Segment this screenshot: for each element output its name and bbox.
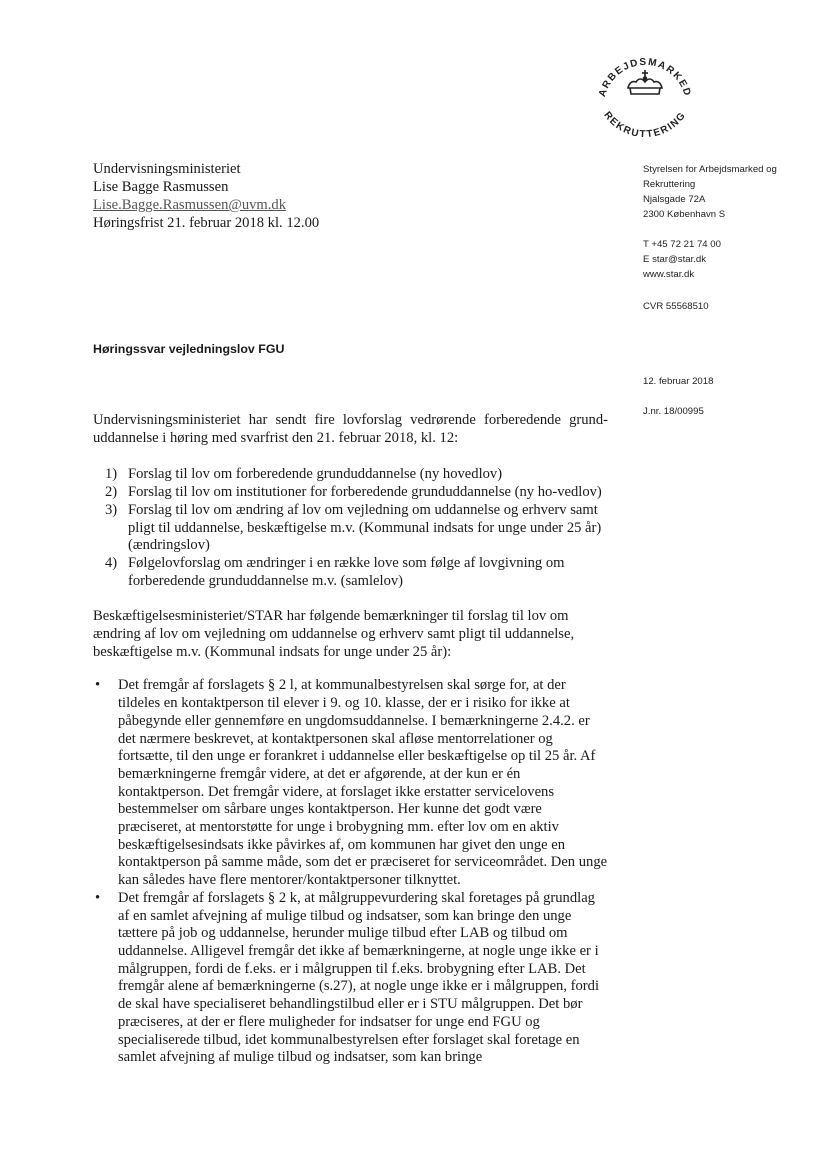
- logo-arc-bottom: REKRUTTERING: [601, 109, 689, 140]
- list-item: [93, 466, 608, 484]
- proposal-list: [93, 466, 608, 590]
- list-item: [93, 890, 608, 1067]
- sender-org-line1: Styrelsen for Arbejdsmarked og: [643, 164, 777, 175]
- list-item: [93, 677, 608, 889]
- list-text: Følgelovforslag om ændringer i en række love som følge af lovgivning om forberedende grunduddannelse m.v. (samlelov): [128, 554, 565, 589]
- sender-email: E star@star.dk: [643, 254, 707, 265]
- list-number: 3): [105, 501, 118, 518]
- crown-icon: [628, 70, 662, 94]
- list-item: [93, 555, 608, 590]
- sender-address: [643, 162, 777, 222]
- sender-contact: [643, 237, 721, 282]
- star-logo: [578, 36, 712, 140]
- sender-org-line2: Rekruttering: [643, 179, 696, 190]
- list-number: 2): [105, 484, 118, 501]
- logo-arc-top: ARBEJDSMARKED: [597, 56, 693, 99]
- svg-text:REKRUTTERING: [601, 110, 688, 140]
- list-text: Forslag til lov om institutioner for forberedende grunduddannelse (ny ho-vedlov): [128, 484, 602, 501]
- hearing-deadline: Høringsfrist 21. februar 2018 kl. 12.00: [93, 215, 320, 231]
- letter-body: [93, 412, 608, 1067]
- list-text: Forslag til lov om forberedende grunduddannelse (ny hovedlov): [128, 466, 503, 483]
- list-item: [93, 502, 608, 555]
- recipient-name: Lise Bagge Rasmussen: [93, 179, 229, 195]
- list-number: 4): [105, 554, 118, 571]
- sender-city: 2300 København S: [643, 209, 726, 220]
- recipient-email-link[interactable]: Lise.Bagge.Rasmussen@uvm.dk: [93, 197, 287, 213]
- journal-number: J.nr. 18/00995: [643, 406, 704, 417]
- sender-street: Njalsgade 72A: [643, 194, 706, 205]
- letter-date: 12. februar 2018: [643, 376, 714, 387]
- bullet-text: Det fremgår af forslagets § 2 l, at kommunalbestyrelsen skal sørge for, at der tildeles en kontaktperson til elever i 9. og 10. klasse, der er i risiko for ikke at påbegynde eller gennemføre en ungdomsuddannelse. I bemærkningerne 2.4.2. er det nærmere beskrevet, at kontaktpersonen skal afløse mentorrelationer og fortsætte, til den unge er forankret i uddannelse eller beskæftigelse op til 25 år. Af bemærkningerne fremgår videre, at det er afgørende, at der kun er én kontaktperson. Det fremgår videre, at forslaget ikke erstatter servicelovens bestemmelser om sårbare unges kontaktperson. Her kunne det godt være præciseret, at mentorstøtte for unge i brobygning mm. efter lov om en aktiv beskæftigelsesindsats ikke påvirkes af, om kommunen har givet den unge en kontaktperson på samme måde, som det er præciseret for serviceområdet. Den unge kan således have flere mentorer/kontaktpersoner tilknyttet.: [118, 677, 608, 889]
- comment-bullet-list: [93, 677, 608, 1066]
- intro-paragraph: Undervisningsministeriet har sendt fire lovforslag vedrørende forberedende grund-uddannelse i høring med svarfrist den 21. februar 2018, kl. 12:: [93, 412, 608, 446]
- letter-subject: Høringssvar vejledningslov FGU: [93, 342, 285, 356]
- sender-web: www.star.dk: [643, 269, 695, 280]
- list-number: 1): [105, 466, 118, 483]
- list-item: [93, 484, 608, 502]
- list-text: Forslag til lov om ændring af lov om vejledning om uddannelse og erhverv samt pligt til uddannelse, beskæftigelse m.v. (Kommunal indsats for unge under 25 år) (ændringslov): [128, 501, 602, 554]
- recipient-org: Undervisningsministeriet: [93, 161, 241, 177]
- bullet-mark: •: [95, 889, 101, 906]
- comment-intro-paragraph: Beskæftigelsesministeriet/STAR har følgende bemærkninger til forslag til lov om ændring af lov om vejledning om uddannelse og erhverv samt pligt til uddannelse, beskæftigelse m.v. (Kommunal indsats for unge under 25 år):: [93, 608, 575, 660]
- bullet-mark: •: [95, 677, 101, 694]
- bullet-text: Det fremgår af forslagets § 2 k, at målgruppevurdering skal foretages på grundlag af en samlet afvejning af mulige tilbud og indsatser, som kan bringe den unge tættere på job og uddannelse, herunder mulige tilbud efter LAB og tilbud om uddannelse. Alligevel fremgår det ikke af bemærkningerne, at nogle unge ikke er i målgruppen, fordi de f.eks. er i målgruppen til f.eks. brobygning efter LAB. Det fremgår alene af bemærkningerne (s.27), at nogle unge ikke er i målgruppen, fordi de skal have specialiseret behandlingstilbud eller er i STU målgruppen. Det bør præciseres, at der er flere muligheder for indsatser for unge end FGU og specialiserede tilbud, idet kommunalbestyrelsen efter forslaget skal foretage en samlet afvejning af mulige tilbud og indsatser, som kan bringe: [118, 889, 600, 1066]
- sender-cvr: CVR 55568510: [643, 301, 709, 312]
- sender-phone: T +45 72 21 74 00: [643, 239, 721, 250]
- recipient-block: [93, 160, 319, 232]
